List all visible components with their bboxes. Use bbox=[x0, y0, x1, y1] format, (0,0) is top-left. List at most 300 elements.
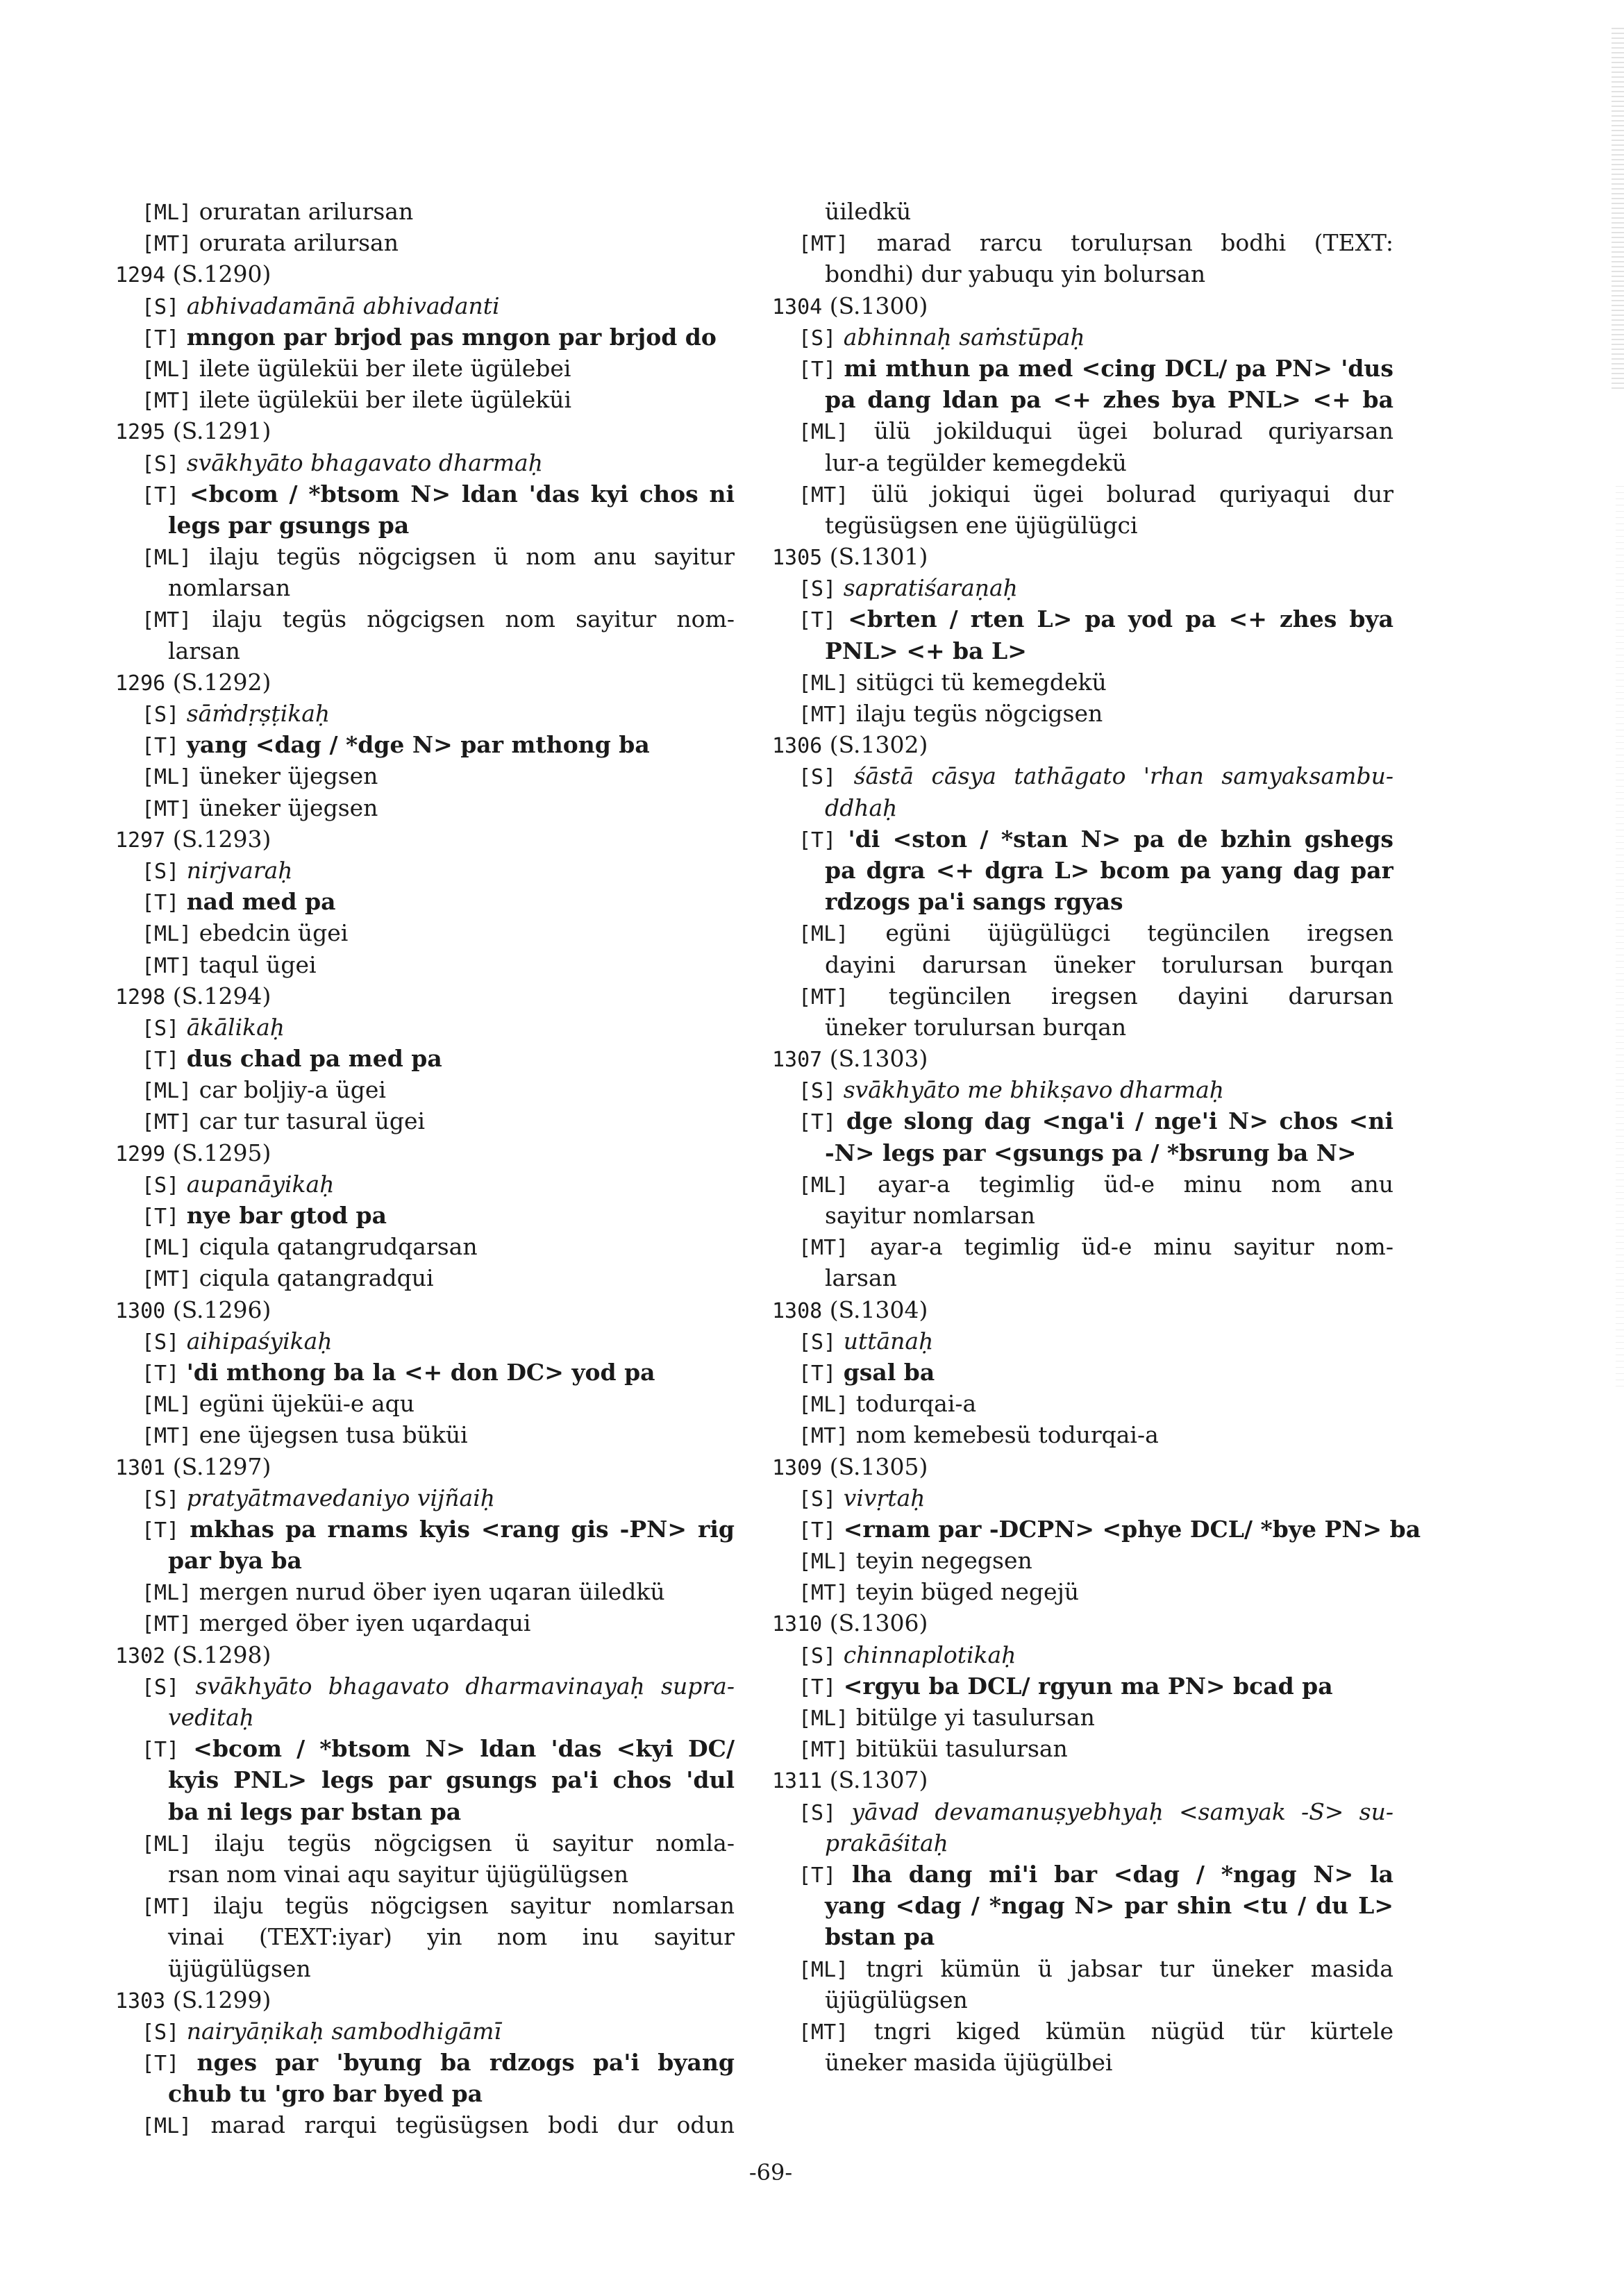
entry-text: üneker üjegsen bbox=[199, 794, 378, 821]
entry-number: 1300 bbox=[115, 1298, 166, 1323]
field-tag: [T] bbox=[142, 483, 180, 508]
source-reference: (S.1295) bbox=[172, 1139, 271, 1166]
entry-line bbox=[772, 1796, 1393, 1827]
entry-line bbox=[772, 1953, 1393, 1984]
field-tag: [T] bbox=[798, 608, 837, 633]
entry-text: ciqula qatangrudqarsan bbox=[199, 1233, 478, 1261]
field-tag: [S] bbox=[142, 451, 180, 476]
entry-line bbox=[115, 635, 735, 667]
entry-number-line bbox=[772, 1294, 1393, 1325]
field-tag: [T] bbox=[798, 1518, 837, 1543]
entry-number-line bbox=[772, 1607, 1393, 1639]
field-tag: [ML] bbox=[142, 765, 192, 790]
source-reference: (S.1304) bbox=[829, 1296, 928, 1323]
field-tag: [T] bbox=[142, 326, 180, 351]
field-tag: [S] bbox=[798, 1800, 837, 1825]
field-tag: [MT] bbox=[798, 1581, 849, 1606]
entry-line bbox=[772, 1921, 1393, 1952]
entry-line bbox=[772, 1074, 1393, 1105]
field-tag: [ML] bbox=[142, 922, 192, 947]
entry-line bbox=[115, 729, 735, 760]
entry-line bbox=[115, 353, 735, 384]
field-tag: [T] bbox=[142, 1518, 180, 1543]
entry-line bbox=[115, 1670, 735, 1702]
entry-line bbox=[115, 1702, 735, 1733]
entry-text: gsal ba bbox=[843, 1358, 935, 1386]
entry-text: üneker masida üjügülbei bbox=[825, 2049, 1113, 2077]
entry-number-line bbox=[115, 258, 735, 290]
entry-text: legs par gsungs pa bbox=[168, 511, 410, 539]
entry-line bbox=[115, 1607, 735, 1639]
field-tag: [ML] bbox=[142, 1832, 192, 1857]
entry-text: nges par 'byung ba rdzogs pa'i byang bbox=[196, 2049, 735, 2077]
entry-line bbox=[772, 1200, 1393, 1231]
entry-text: nairyāṇikaḥ sambodhigāmī bbox=[186, 2017, 501, 2045]
source-reference: (S.1291) bbox=[172, 417, 271, 445]
entry-text: -N> legs par <gsungs pa / *bsrung ba N> bbox=[825, 1139, 1357, 1166]
entry-line bbox=[772, 1890, 1393, 1921]
field-tag: [ML] bbox=[798, 1173, 849, 1198]
entry-line bbox=[115, 1419, 735, 1450]
entry-text: par bya ba bbox=[168, 1547, 302, 1575]
entry-text: mi mthun pa med <cing DCL/ pa PN> 'dus bbox=[844, 354, 1393, 382]
field-tag: [MT] bbox=[798, 703, 849, 727]
entry-line bbox=[772, 2016, 1393, 2047]
entry-line bbox=[115, 572, 735, 603]
entry-line bbox=[115, 949, 735, 980]
entry-text: lha dang mi'i bar <dag / *ngag N> la bbox=[852, 1860, 1393, 1888]
entry-text: sayitur nomlarsan bbox=[825, 1202, 1035, 1229]
entry-number: 1308 bbox=[772, 1298, 823, 1323]
entry-text: abhivadamānā abhivadanti bbox=[186, 292, 500, 319]
field-tag: [S] bbox=[798, 765, 837, 790]
entry-line bbox=[772, 1670, 1393, 1702]
entry-line bbox=[115, 1200, 735, 1231]
entry-text: marad rarcu toruluṛsan bodhi (TEXT: bbox=[876, 229, 1393, 257]
entry-line bbox=[115, 1921, 735, 1952]
field-tag: [ML] bbox=[798, 1957, 849, 1982]
entry-number: 1304 bbox=[772, 294, 823, 319]
scan-edge-artifact bbox=[1616, 486, 1624, 1389]
entry-text: ākālikaḥ bbox=[186, 1013, 285, 1041]
entry-text: pa dang ldan pa <+ zhes bya PNL> <+ ba bbox=[825, 386, 1393, 414]
entry-line bbox=[772, 980, 1393, 1012]
field-tag: [S] bbox=[798, 1330, 837, 1355]
entry-text: dge slong dag <nga'i / nge'i N> chos <ni bbox=[846, 1107, 1393, 1135]
field-tag: [S] bbox=[142, 1016, 180, 1041]
entry-line bbox=[772, 447, 1393, 478]
entry-number: 1294 bbox=[115, 263, 166, 288]
field-tag: [ML] bbox=[142, 1079, 192, 1104]
entry-number: 1305 bbox=[772, 546, 823, 571]
field-tag: [T] bbox=[798, 1675, 837, 1700]
entry-text: marad rarqui tegüsügsen bodi dur odun bbox=[210, 2111, 735, 2139]
entry-line bbox=[772, 855, 1393, 886]
entry-line bbox=[772, 1984, 1393, 2016]
entry-number: 1295 bbox=[115, 420, 166, 445]
entry-line bbox=[115, 1482, 735, 1514]
entry-text: uttānaḥ bbox=[843, 1327, 934, 1355]
entry-text: ilaju tegüs nögcigsen sayitur nomlarsan bbox=[213, 1892, 735, 1920]
entry-text: ilaju tegüs nögcigsen bbox=[855, 700, 1103, 727]
entry-text: ülü jokiqui ügei bolurad quriyaqui dur bbox=[871, 480, 1393, 508]
entry-text: larsan bbox=[168, 637, 240, 664]
source-reference: (S.1299) bbox=[172, 1986, 271, 2013]
entry-text: ayar-a tegimlig üd-e minu sayitur nom- bbox=[870, 1233, 1393, 1261]
entry-line bbox=[772, 415, 1393, 446]
entry-text: mergen nurud öber iyen uqaran üiledkü bbox=[199, 1578, 665, 1606]
entry-text: dayini darursan üneker torulursan burqan bbox=[825, 950, 1393, 978]
entry-line bbox=[772, 384, 1393, 415]
entry-number: 1311 bbox=[772, 1769, 823, 1794]
entry-text: üjügülügsen bbox=[825, 1986, 968, 2013]
entry-number-line bbox=[115, 1137, 735, 1168]
field-tag: [T] bbox=[142, 1738, 180, 1763]
field-tag: [ML] bbox=[798, 1707, 849, 1731]
entry-line bbox=[772, 510, 1393, 541]
entry-text: PNL> <+ ba L> bbox=[825, 637, 1027, 664]
entry-text: veditaḥ bbox=[168, 1704, 255, 1731]
field-tag: [ML] bbox=[142, 357, 192, 382]
entry-line bbox=[115, 1357, 735, 1388]
entry-text: yang <dag / *ngag N> par shin <tu / du L> bbox=[825, 1892, 1393, 1920]
entry-line bbox=[115, 2109, 735, 2140]
entry-text: ilaju tegüs nögcigsen nom sayitur nom- bbox=[212, 605, 735, 633]
entry-text: üneker torulursan burqan bbox=[825, 1013, 1127, 1041]
entry-number: 1303 bbox=[115, 1988, 166, 2013]
entry-number-line bbox=[772, 729, 1393, 760]
field-tag: [T] bbox=[142, 891, 180, 916]
entry-text: üneker üjegsen bbox=[199, 762, 378, 790]
entry-line bbox=[115, 760, 735, 791]
entry-line bbox=[772, 1702, 1393, 1733]
field-tag: [MT] bbox=[142, 1612, 192, 1637]
entry-line bbox=[772, 1357, 1393, 1388]
entry-text: yāvad devamanuṣyebhyaḥ <samyak -S> su- bbox=[851, 1798, 1393, 1825]
entry-line bbox=[772, 603, 1393, 635]
entry-text: <rnam par -DCPN> <phye DCL/ *bye PN> ba bbox=[843, 1515, 1421, 1543]
entry-line bbox=[772, 353, 1393, 384]
field-tag: [MT] bbox=[142, 389, 192, 414]
entry-line bbox=[115, 603, 735, 635]
entry-text: svākhyāto bhagavato dharmavinayaḥ supra- bbox=[195, 1672, 735, 1700]
scan-edge-artifact bbox=[1612, 28, 1624, 389]
entry-line bbox=[115, 855, 735, 886]
entry-line bbox=[772, 1388, 1393, 1419]
field-tag: [MT] bbox=[142, 1110, 192, 1135]
field-tag: [T] bbox=[142, 1361, 180, 1386]
field-tag: [MT] bbox=[798, 984, 849, 1009]
field-tag: [ML] bbox=[798, 1393, 849, 1418]
entry-line bbox=[772, 949, 1393, 980]
entry-text: ilete ügüleküi ber ilete ügülebei bbox=[199, 354, 571, 382]
entry-line bbox=[115, 1796, 735, 1827]
entry-number-line bbox=[772, 1043, 1393, 1074]
field-tag: [MT] bbox=[798, 2020, 849, 2045]
field-tag: [T] bbox=[798, 1110, 837, 1135]
entry-text: tngri kümün ü jabsar tur üneker masida bbox=[866, 1954, 1393, 1982]
entry-text: orurata arilursan bbox=[199, 229, 399, 257]
field-tag: [MT] bbox=[142, 1267, 192, 1292]
entry-text: todurqai-a bbox=[855, 1390, 977, 1418]
entry-line bbox=[772, 1325, 1393, 1357]
entry-text: svākhyāto me bhikṣavo dharmaḥ bbox=[843, 1076, 1225, 1104]
entry-text: ilaju tegüs nögcigsen ü nom anu sayitur bbox=[209, 543, 735, 571]
entry-text: yang <dag / *dge N> par mthong ba bbox=[186, 731, 650, 759]
entry-line bbox=[115, 792, 735, 823]
left-column bbox=[115, 196, 735, 2141]
source-reference: (S.1302) bbox=[829, 731, 928, 759]
field-tag: [MT] bbox=[798, 1424, 849, 1449]
field-tag: [ML] bbox=[142, 546, 192, 571]
field-tag: [MT] bbox=[142, 1424, 192, 1449]
entry-line bbox=[772, 196, 1393, 227]
field-tag: [ML] bbox=[142, 201, 192, 225]
field-tag: [T] bbox=[798, 828, 837, 853]
entry-number-line bbox=[115, 1451, 735, 1482]
entry-line bbox=[115, 447, 735, 478]
field-tag: [MT] bbox=[142, 953, 192, 978]
entry-text: chinnaplotikaḥ bbox=[843, 1641, 1016, 1668]
right-column bbox=[772, 196, 1421, 2078]
entry-text: sitügci tü kemegdekü bbox=[855, 668, 1107, 696]
entry-line bbox=[772, 823, 1393, 855]
entry-line bbox=[772, 792, 1393, 823]
entry-number: 1306 bbox=[772, 734, 823, 759]
entry-text: nirjvaraḥ bbox=[186, 856, 293, 884]
entry-text: taqul ügei bbox=[199, 950, 317, 978]
entry-line bbox=[115, 1105, 735, 1137]
entry-text: car boljiy-a ügei bbox=[199, 1076, 386, 1104]
entry-text: car tur tasural ügei bbox=[199, 1107, 426, 1135]
entry-number-line bbox=[115, 415, 735, 446]
entry-line bbox=[115, 1859, 735, 1890]
field-tag: [T] bbox=[798, 357, 837, 382]
entry-text: ilaju tegüs nögcigsen ü sayitur nomla- bbox=[214, 1829, 735, 1857]
field-tag: [T] bbox=[142, 1205, 180, 1229]
entry-text: sapratiśaraṇaḥ bbox=[843, 574, 1018, 602]
entry-line bbox=[772, 1827, 1393, 1859]
entry-line bbox=[115, 2016, 735, 2047]
field-tag: [MT] bbox=[798, 232, 849, 257]
source-reference: (S.1297) bbox=[172, 1452, 271, 1480]
entry-line bbox=[772, 227, 1393, 258]
source-reference: (S.1301) bbox=[829, 543, 928, 571]
entry-line bbox=[115, 1231, 735, 1262]
entry-text: bitüküi tasulursan bbox=[855, 1735, 1068, 1763]
entry-line bbox=[115, 1827, 735, 1859]
source-reference: (S.1303) bbox=[829, 1045, 928, 1073]
entry-text: pa dgra <+ dgra L> bcom pa yang dag par bbox=[825, 856, 1393, 884]
field-tag: [S] bbox=[798, 326, 837, 351]
entry-line bbox=[772, 760, 1393, 791]
entry-text: mkhas pa rnams kyis <rang gis -PN> rig bbox=[190, 1515, 735, 1543]
entry-line bbox=[772, 1262, 1393, 1293]
field-tag: [MT] bbox=[798, 1738, 849, 1763]
entry-text: vinai (TEXT:iyar) yin nom inu sayitur bbox=[168, 1923, 735, 1951]
source-reference: (S.1294) bbox=[172, 982, 271, 1009]
entry-line bbox=[115, 510, 735, 541]
entry-number-line bbox=[115, 823, 735, 855]
field-tag: [MT] bbox=[142, 1895, 192, 1920]
entry-number-line bbox=[115, 980, 735, 1012]
entry-line bbox=[115, 1890, 735, 1921]
entry-line bbox=[772, 886, 1393, 917]
entry-line bbox=[772, 1639, 1393, 1670]
entry-text: nye bar gtod pa bbox=[186, 1202, 387, 1229]
entry-line bbox=[772, 1545, 1393, 1576]
source-reference: (S.1290) bbox=[172, 260, 271, 288]
entry-text: tegüncilen iregsen dayini darursan bbox=[888, 982, 1393, 1009]
field-tag: [ML] bbox=[142, 2114, 192, 2139]
entry-text: prakāśitaḥ bbox=[825, 1829, 948, 1857]
entry-text: bitülge yi tasulursan bbox=[855, 1704, 1095, 1731]
entry-line bbox=[115, 1043, 735, 1074]
source-reference: (S.1307) bbox=[829, 1766, 928, 1794]
entry-line bbox=[115, 698, 735, 729]
field-tag: [S] bbox=[798, 1486, 837, 1511]
field-tag: [S] bbox=[142, 2020, 180, 2045]
entry-text: egüni üjügülügci tegüncilen iregsen bbox=[885, 919, 1393, 947]
entry-line bbox=[115, 1514, 735, 1545]
entry-text: aihipaśyikaḥ bbox=[186, 1327, 333, 1355]
entry-text: teyin büged negejü bbox=[855, 1578, 1080, 1606]
entry-text: <rgyu ba DCL/ rgyun ma PN> bcad pa bbox=[843, 1672, 1333, 1700]
source-reference: (S.1298) bbox=[172, 1641, 271, 1668]
source-reference: (S.1305) bbox=[829, 1452, 928, 1480]
entry-line bbox=[115, 886, 735, 917]
entry-number: 1299 bbox=[115, 1141, 166, 1166]
field-tag: [T] bbox=[142, 1048, 180, 1073]
entry-line bbox=[115, 541, 735, 572]
field-tag: [ML] bbox=[798, 1550, 849, 1575]
entry-text: <brten / rten L> pa yod pa <+ zhes bya bbox=[848, 605, 1393, 633]
entry-line bbox=[115, 384, 735, 415]
entry-text: pratyātmavedaniyo vijñaiḥ bbox=[186, 1484, 496, 1511]
entry-line bbox=[115, 2047, 735, 2078]
entry-text: bondhi) dur yabuqu yin bolursan bbox=[825, 260, 1206, 288]
entry-text: aupanāyikaḥ bbox=[186, 1170, 335, 1198]
entry-line bbox=[115, 1388, 735, 1419]
entry-number-line bbox=[115, 1639, 735, 1670]
entry-line bbox=[115, 917, 735, 948]
field-tag: [T] bbox=[798, 1863, 837, 1888]
entry-number-line bbox=[115, 1294, 735, 1325]
entry-number-line bbox=[115, 1984, 735, 2016]
entry-line bbox=[115, 227, 735, 258]
entry-line bbox=[115, 478, 735, 510]
entry-line bbox=[772, 572, 1393, 603]
entry-text: mngon par brjod pas mngon par brjod do bbox=[186, 323, 717, 351]
entry-line bbox=[772, 667, 1393, 698]
entry-text: teyin negegsen bbox=[855, 1547, 1032, 1575]
entry-text: ülü jokilduqui ügei bolurad quriyarsan bbox=[873, 417, 1393, 445]
entry-text: dus chad pa med pa bbox=[186, 1045, 442, 1073]
entry-text: 'di <ston / *stan N> pa de bzhin gshegs bbox=[848, 825, 1393, 853]
entry-text: tngri kiged kümün nügüd tür kürtele bbox=[873, 2017, 1393, 2045]
entry-line bbox=[772, 321, 1393, 353]
entry-text: <bcom / *btsom N> ldan 'das kyi chos ni bbox=[190, 480, 735, 508]
field-tag: [S] bbox=[798, 1643, 837, 1668]
entry-text: ene üjegsen tusa büküi bbox=[199, 1421, 468, 1449]
entry-line bbox=[772, 1482, 1393, 1514]
entry-text: ayar-a tegimlig üd-e minu nom anu bbox=[877, 1170, 1393, 1198]
field-tag: [S] bbox=[142, 1486, 180, 1511]
entry-line bbox=[772, 1137, 1393, 1168]
entry-number: 1307 bbox=[772, 1048, 823, 1073]
entry-text: svākhyāto bhagavato dharmaḥ bbox=[186, 449, 543, 476]
entry-text: ddhaḥ bbox=[825, 794, 898, 821]
entry-number: 1301 bbox=[115, 1455, 166, 1480]
entry-line bbox=[772, 478, 1393, 510]
entry-text: ilete ügüleküi ber ilete ügüleküi bbox=[199, 386, 572, 414]
entry-line bbox=[772, 1419, 1393, 1450]
entry-line bbox=[772, 1168, 1393, 1200]
entry-line bbox=[115, 1262, 735, 1293]
entry-number: 1302 bbox=[115, 1643, 166, 1668]
entry-text: ebedcin ügei bbox=[199, 919, 349, 947]
entry-text: nomlarsan bbox=[168, 574, 291, 602]
entry-line bbox=[772, 1859, 1393, 1890]
entry-text: rsan nom vinai aqu sayitur üjügülügsen bbox=[168, 1860, 629, 1888]
entry-line bbox=[115, 196, 735, 227]
source-reference: (S.1292) bbox=[172, 668, 271, 696]
field-tag: [S] bbox=[798, 1079, 837, 1104]
entry-text: <bcom / *btsom N> ldan 'das <kyi DC/ bbox=[193, 1735, 735, 1763]
field-tag: [S] bbox=[142, 1173, 180, 1198]
entry-number-line bbox=[772, 1451, 1393, 1482]
entry-number-line bbox=[772, 1764, 1393, 1795]
entry-line bbox=[115, 1012, 735, 1043]
entry-text: kyis PNL> legs par gsungs pa'i chos 'dul bbox=[168, 1766, 735, 1794]
entry-number: 1297 bbox=[115, 828, 166, 853]
entry-text: nad med pa bbox=[186, 888, 336, 916]
field-tag: [MT] bbox=[142, 608, 192, 633]
entry-line bbox=[115, 1325, 735, 1357]
entry-line bbox=[115, 1764, 735, 1795]
entry-line bbox=[115, 1953, 735, 1984]
entry-text: larsan bbox=[825, 1264, 897, 1292]
entry-line bbox=[772, 917, 1393, 948]
entry-line bbox=[115, 290, 735, 321]
entry-number: 1310 bbox=[772, 1612, 823, 1637]
entry-text: üjügülügsen bbox=[168, 1954, 311, 1982]
entry-line bbox=[772, 1105, 1393, 1137]
field-tag: [S] bbox=[142, 1330, 180, 1355]
field-tag: [MT] bbox=[798, 1236, 849, 1261]
entry-line bbox=[115, 1168, 735, 1200]
entry-line bbox=[772, 1514, 1421, 1545]
entry-number: 1309 bbox=[772, 1455, 823, 1480]
entry-line bbox=[772, 1576, 1393, 1607]
field-tag: [MT] bbox=[798, 483, 849, 508]
field-tag: [T] bbox=[798, 1361, 837, 1386]
entry-text: tegüsügsen ene üjügülügci bbox=[825, 511, 1138, 539]
entry-text: merged öber iyen uqardaqui bbox=[199, 1609, 531, 1637]
field-tag: [ML] bbox=[142, 1581, 192, 1606]
entry-line bbox=[772, 698, 1393, 729]
field-tag: [ML] bbox=[142, 1393, 192, 1418]
field-tag: [S] bbox=[142, 1675, 180, 1700]
field-tag: [S] bbox=[142, 703, 180, 727]
entry-text: abhinnaḥ saṁstūpaḥ bbox=[843, 323, 1085, 351]
entry-text: lur-a tegülder kemegdekü bbox=[825, 449, 1127, 476]
entry-text: oruratan arilursan bbox=[199, 198, 414, 225]
entry-text: üiledkü bbox=[825, 198, 912, 225]
entry-text: sāṁdṛṣṭikaḥ bbox=[186, 700, 330, 727]
entry-line bbox=[115, 1733, 735, 1764]
entry-text: rdzogs pa'i sangs rgyas bbox=[825, 888, 1123, 916]
